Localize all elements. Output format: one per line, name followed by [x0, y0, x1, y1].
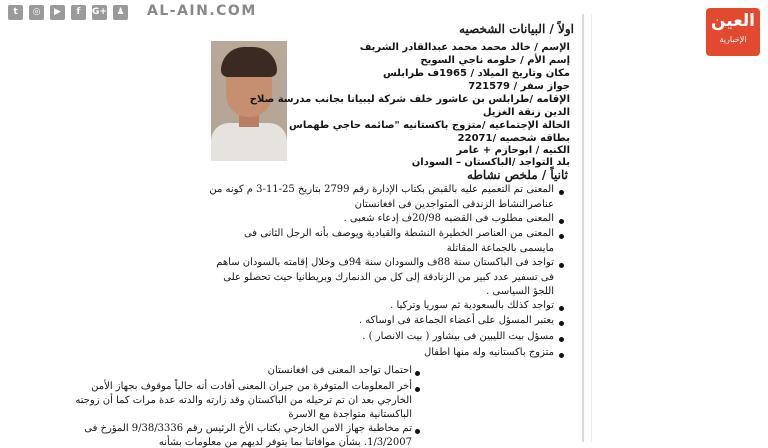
bullet [559, 353, 564, 358]
section2-title: ثانياً / ملخص نشاطه [466, 168, 568, 182]
personal-line: الحالة الإجتماعيه /متزوج باكستانيه "صائمه حاجي طهماس [289, 120, 570, 131]
note-line: احتمال تواجد المعنى فى افغانستان [267, 365, 412, 376]
page-edge [591, 14, 592, 442]
personal-line: جواز سفر / 721579 [468, 81, 570, 92]
bullet [559, 263, 564, 268]
bullet [415, 429, 420, 434]
personal-line: الدين زنقة الغزيل [482, 107, 570, 118]
bullet [559, 219, 564, 224]
personal-line: بلد التواجد /الباكستان – السودان [411, 157, 570, 168]
instagram-icon[interactable]: ◎ [29, 5, 44, 20]
note-line: الباكستانية متواجدة مع الاسرة [288, 409, 412, 420]
personal-line: إسم الأم / حلومه ناجي السويح [420, 55, 570, 66]
bullet [559, 337, 564, 342]
scanned-document [75, 14, 580, 448]
bullet [559, 234, 564, 239]
bullet [559, 190, 564, 195]
activity-line: تواجد كذلك بالسعودية ثم سوريا وتركيا . [390, 300, 554, 311]
al-ain-logo[interactable] [706, 8, 760, 56]
bullet [415, 387, 420, 392]
activity-line: يعتبر المسؤل على أعضاء الجماعة فى اوساكه . [358, 315, 554, 326]
logo-main-text: العين [710, 11, 756, 31]
activity-line: عناصرالنشاط الزندقى المتواجدين فى افغانستان [354, 199, 554, 210]
activity-line: متزوج باكستانيه وله منها اطفال [423, 347, 554, 358]
activity-line: مسؤل بيت الليبين فى بيشاور ( بيت الانصار ) . [362, 331, 554, 342]
activity-line: تواجد فى الباكستان سنة 88ف والسودان سنة 94ف وخلال إقامته بالسودان ساهم [216, 257, 554, 268]
personal-line: الإسم / خالد محمد محمد عبدالقادر الشريف [359, 42, 570, 53]
activity-line: المعنى تم التعميم عليه بالقبض بكتاب الإدارة رقم 2799 بتاريخ 25-11-3 م كونه من [209, 184, 554, 195]
personal-line: بطاقه شخصيه /22071 [457, 133, 570, 144]
activity-line: المعنى مطلوب فى القضيه 20/98ف إدعاء شعبى . [343, 213, 554, 224]
activity-line: فى تسفير عدد كبير من الزنادقة إلى كل من الدنمارك وبريطانيا حيث تحصلو على [223, 272, 554, 283]
google-plus-icon[interactable]: G+ [92, 5, 107, 20]
logo-sub-text: الإخبارية [719, 35, 747, 44]
bullet [559, 321, 564, 326]
twitter-icon[interactable]: t [8, 5, 23, 20]
page-edge [582, 14, 584, 442]
bullet [559, 306, 564, 311]
personal-line: الكنيه / ابوحازم + عامر [456, 145, 570, 156]
activity-line: اللجؤ السياسى . [486, 286, 554, 297]
activity-line: مايسمى بالجماعة المقاتلة [446, 243, 554, 254]
note-line: الخارجي بعد ان تم ترحيله من الباكستان وقد زارته والدته عدة مرات كما أن زوجته [75, 395, 412, 406]
facebook-icon[interactable]: f [71, 5, 86, 20]
section1-title: اولاً / البيانات الشخصيه [459, 22, 574, 36]
social-links [8, 5, 128, 20]
snapchat-icon[interactable]: ♟ [113, 5, 128, 20]
note-line: 1/3/2007. بشأن موافاتنا بما يتوفر لديهم من معلومات بشأنه [158, 437, 412, 448]
activity-line: المعنى من العناصر الخطيرة النشطة والقيادية ويوصف بأنه الرجل الثانى فى [243, 228, 554, 239]
note-line: أخر المعلومات المتوفرة من جيران المعنى أفادت أنه حالياً موقوف بجهاز الأمن [91, 381, 412, 392]
note-line: تم مخاطبة جهاز الامن الخارجي بكتاب الأخ الرئيس رقم 9/38/3336 المؤرخ فى [84, 423, 412, 434]
bullet [415, 371, 420, 376]
youtube-icon[interactable]: ▶ [50, 5, 65, 20]
site-name[interactable]: AL-AIN.COM [147, 3, 257, 19]
personal-line: مكان وتاريخ الميلاد / 1965ف طرابلس [383, 68, 570, 79]
personal-line: الإقامه /طرابلس بن عاشور خلف شركة ليبيانا بجانب مدرسة صلاح [249, 94, 570, 105]
